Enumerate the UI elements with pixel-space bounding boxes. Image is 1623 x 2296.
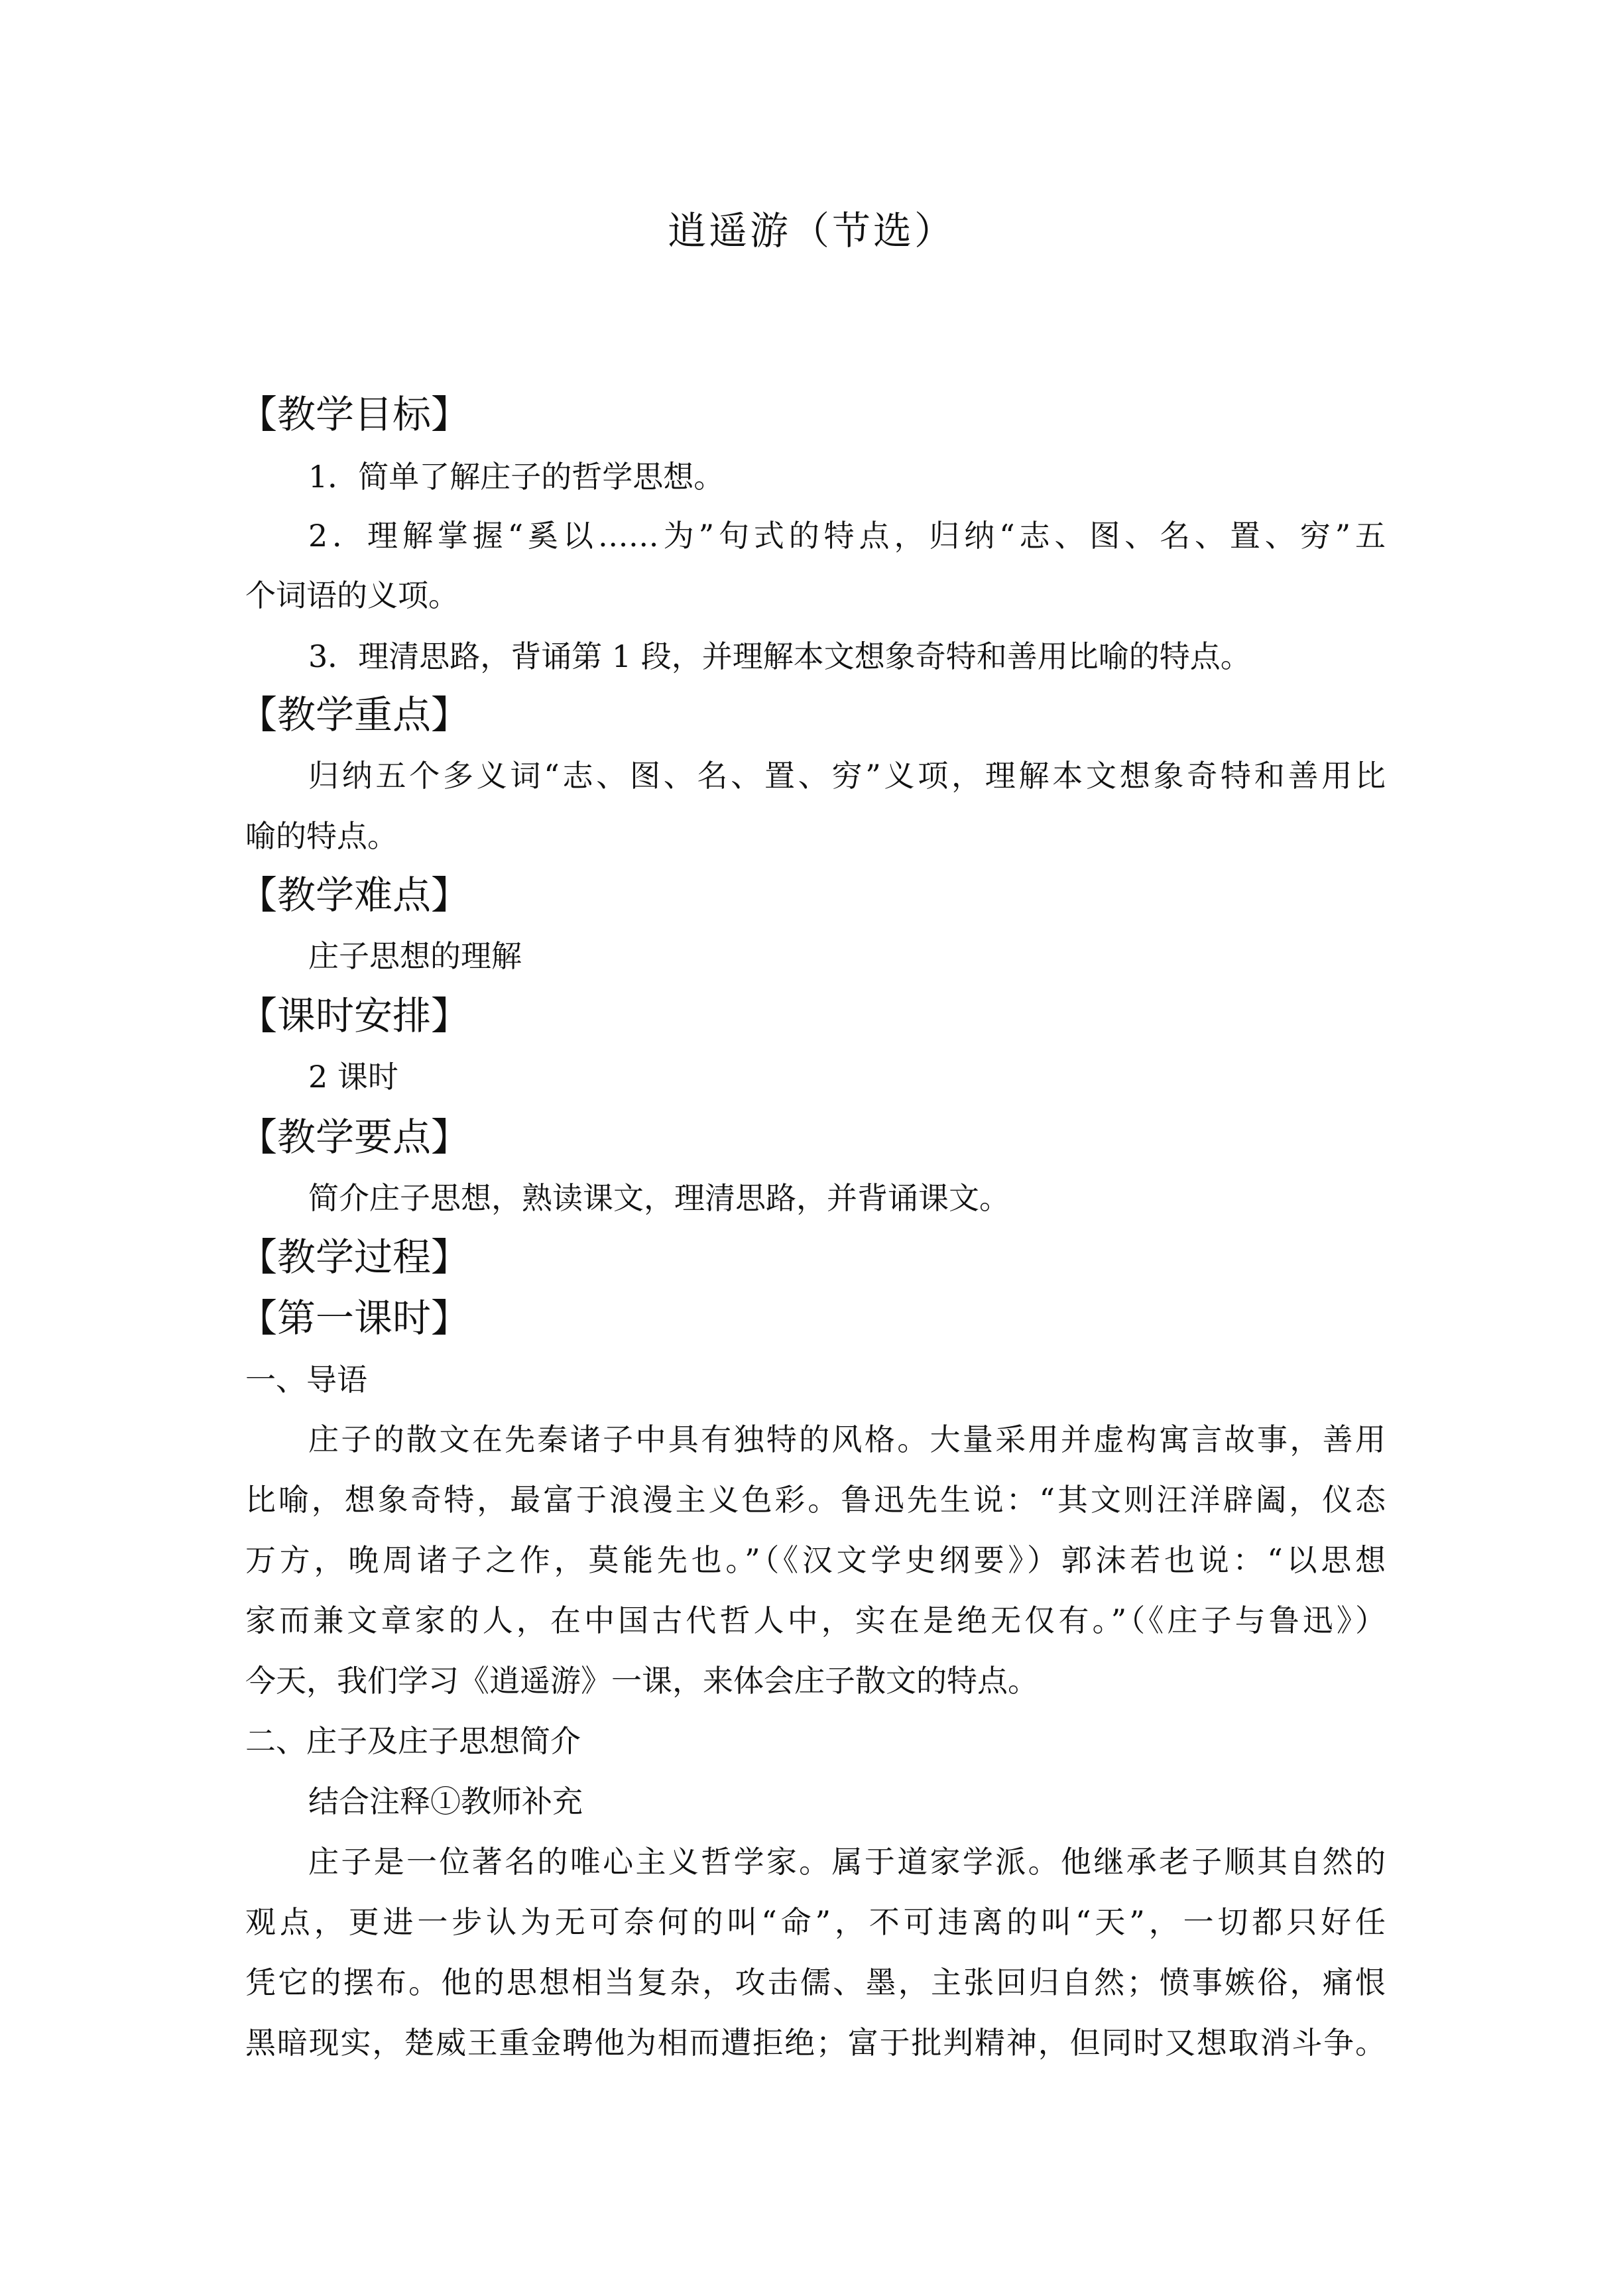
part-2-note: 结合注释①教师补充 <box>308 1783 583 1819</box>
heading-schedule: 【课时安排】 <box>239 993 470 1038</box>
schedule-text: 2 课时 <box>308 1059 398 1095</box>
heading-objectives: 【教学目标】 <box>239 392 470 437</box>
key-points-line-1: 归纳五个多义词“志、图、名、置、穷”义项，理解本文想象奇特和善用比 <box>308 758 1386 794</box>
zhuangzi-paragraph-line-2: 观点，更进一步认为无可奈何的叫“命”，不可违离的叫“天”，一切都只好任 <box>245 1904 1386 1940</box>
zhuangzi-paragraph-line-3: 凭它的摆布。他的思想相当复杂，攻击儒、墨，主张回归自然；愤事嫉俗，痛恨 <box>245 1964 1386 2000</box>
zhuangzi-paragraph-line-1: 庄子是一位著名的唯心主义哲学家。属于道家学派。他继承老子顺其自然的 <box>308 1844 1386 1880</box>
intro-paragraph-line-2: 比喻，想象奇特，最富于浪漫主义色彩。鲁迅先生说：“其文则汪洋辟阖，仪态 <box>245 1482 1386 1518</box>
page-title: 逍遥游（节选） <box>667 208 955 253</box>
objective-item-2: 2．理解掌握“奚以……为”句式的特点，归纳“志、图、名、置、穷”五 <box>308 518 1386 554</box>
part-1-title: 一、导语 <box>245 1362 367 1398</box>
part-2-title: 二、庄子及庄子思想简介 <box>245 1723 581 1759</box>
heading-difficulties: 【教学难点】 <box>239 873 470 918</box>
intro-paragraph-line-4: 家而兼文章家的人，在中国古代哲人中，实在是绝无仅有。”（《庄子与鲁迅》） <box>245 1602 1386 1638</box>
heading-key-points: 【教学重点】 <box>239 692 470 737</box>
objective-item-3: 3．理清思路，背诵第 1 段，并理解本文想象奇特和善用比喻的特点。 <box>308 638 1251 674</box>
intro-paragraph-line-1: 庄子的散文在先秦诸子中具有独特的风格。大量采用并虚构寓言故事，善用 <box>308 1421 1386 1457</box>
objective-item-1: 1．简单了解庄子的哲学思想。 <box>308 459 725 495</box>
heading-first-lesson: 【第一课时】 <box>239 1296 470 1341</box>
heading-essentials: 【教学要点】 <box>239 1115 470 1160</box>
objective-item-2-cont: 个词语的义项。 <box>245 577 459 613</box>
difficulties-text: 庄子思想的理解 <box>308 938 522 974</box>
essentials-text: 简介庄子思想，熟读课文，理清思路，并背诵课文。 <box>308 1180 1010 1216</box>
zhuangzi-paragraph-line-4: 黑暗现实，楚威王重金聘他为相而遭拒绝；富于批判精神，但同时又想取消斗争。 <box>245 2025 1386 2061</box>
heading-process: 【教学过程】 <box>239 1235 470 1280</box>
intro-paragraph-line-3: 万方，晚周诸子之作，莫能先也。”（《汉文学史纲要》）郭沫若也说：“以思想 <box>245 1542 1386 1578</box>
key-points-line-2: 喻的特点。 <box>245 818 398 854</box>
intro-paragraph-line-5: 今天，我们学习《逍遥游》一课，来体会庄子散文的特点。 <box>245 1663 1038 1699</box>
